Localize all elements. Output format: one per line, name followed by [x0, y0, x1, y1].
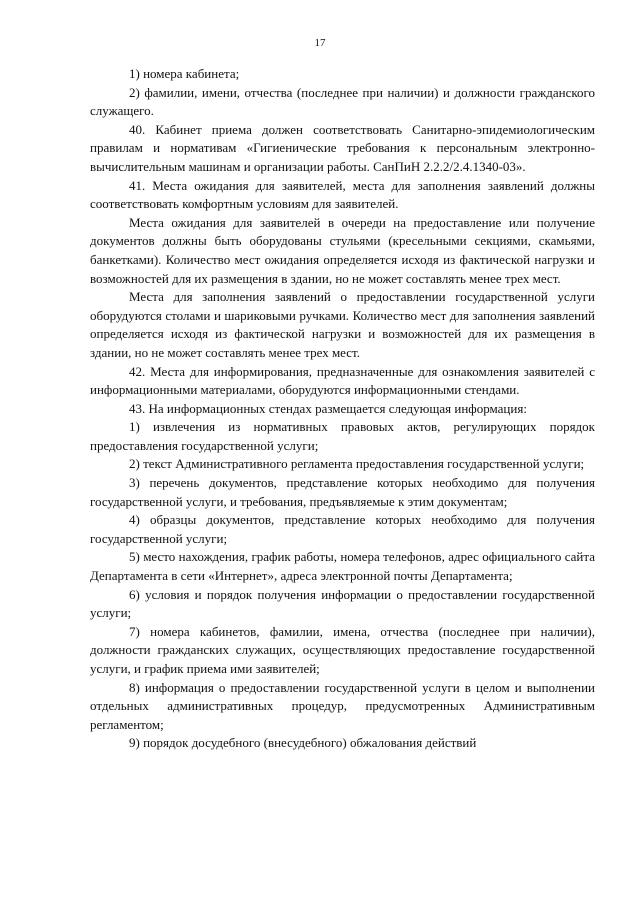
paragraph-item-1-legal-extracts: 1) извлечения из нормативных правовых актов, регулирующих порядок предоставления государственной услуги;	[90, 419, 595, 453]
page-number: 17	[314, 37, 326, 49]
paragraph-item-4-document-samples: 4) образцы документов, представление которых необходимо для получения государственной услуги;	[90, 512, 595, 546]
document-body	[90, 65, 595, 753]
paragraph-application-filling-places: Места для заполнения заявлений о предоставлении государственной услуги оборудуются столами и шариковыми ручками. Количество мест для заполнения заявлений определяется исходя из фактической нагрузки и возможностей для их размещения в здании, но не может составлять менее трех мест.	[90, 289, 595, 360]
paragraph-item-8-service-information: 8) информация о предоставлении государственной услуги в целом и выполнении отдельных административных процедур, предусмотренных Административным регламентом;	[90, 679, 595, 732]
paragraph-item-9-appeal-procedure: 9) порядок досудебного (внесудебного) обжалования действий	[129, 735, 477, 751]
paragraph-item-3-document-list: 3) перечень документов, представление которых необходимо для получения государственной услуги, и требования, предъявляемые к этим документам;	[90, 475, 595, 509]
paragraph-item-1-room-numbers: 1) номера кабинета;	[129, 66, 240, 81]
paragraph-item-6-information-procedure: 6) условия и порядок получения информации о предоставлении государственной услуги;	[90, 586, 595, 621]
paragraph-item-5-location-contacts: 5) место нахождения, график работы, номера телефонов, адрес официального сайта Департамента в сети «Интернет», адреса электронной почты Департамента;	[90, 549, 595, 584]
paragraph-41-waiting-places: 41. Места ожидания для заявителей, места для заполнения заявлений должны соответствовать комфортным условиям для заявителей.	[90, 177, 595, 212]
paragraph-item-2-names-positions: 2) фамилии, имени, отчества (последнее при наличии) и должности гражданского служащего.	[90, 84, 595, 119]
paragraph-42-information-places: 42. Места для информирования, предназначенные для ознакомления заявителей с информационными материалами, оборудуются информационными стендами.	[90, 363, 595, 398]
paragraph-43-information-stands: 43. На информационных стендах размещается следующая информация:	[129, 400, 527, 416]
paragraph-40-reception-room: 40. Кабинет приема должен соответствовать Санитарно-эпидемиологическим правилам и нормативам «Гигиенические требования к персональным электронно-вычислительным машинам и организации работы. СанПиН 2.2.2/2.4.1340-03».	[90, 121, 595, 174]
paragraph-item-2-regulation-text: 2) текст Административного регламента предоставления государственной услуги;	[129, 456, 585, 472]
paragraph-item-7-staff-schedule: 7) номера кабинетов, фамилии, имена, отчества (последнее при наличии), должности гражданских служащих, осуществляющих предоставление государственной услуги, и график приема ими заявителей;	[90, 623, 595, 676]
paragraph-waiting-places-equipment: Места ожидания для заявителей в очереди на предоставление или получение документов должны быть оборудованы стульями (кресельными секциями, скамьями, банкетками). Количество мест ожидания определяется исходя из фактической нагрузки и возможностей для их размещения в здании, но не может составлять менее трех мест.	[90, 214, 595, 286]
